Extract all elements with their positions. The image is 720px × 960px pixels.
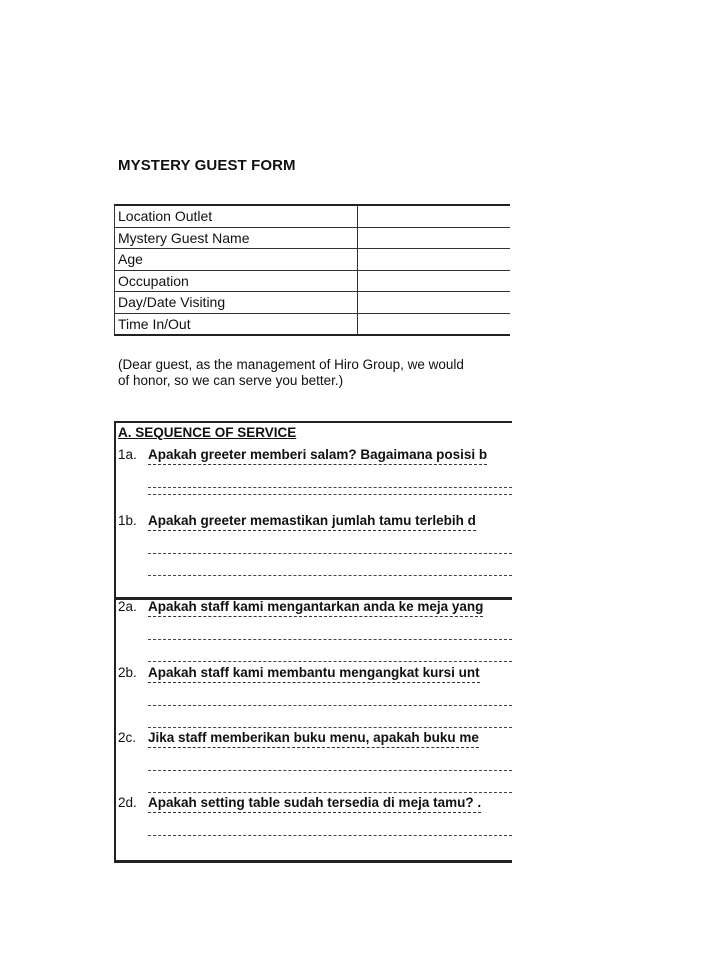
location-outlet-label: Location Outlet [115, 205, 358, 227]
answer-line[interactable] [148, 661, 512, 662]
answer-line[interactable] [148, 770, 512, 771]
question-number: 2c. [118, 730, 137, 745]
section-heading: A. SEQUENCE OF SERVICE [118, 425, 297, 440]
guest-name-field[interactable] [358, 227, 511, 249]
table-row [115, 270, 511, 292]
time-in-out-field[interactable] [358, 313, 511, 335]
question-number: 2a. [118, 599, 137, 614]
answer-line[interactable] [148, 487, 512, 488]
age-label: Age [115, 249, 358, 271]
visit-date-label: Day/Date Visiting [115, 292, 358, 314]
answer-line[interactable] [148, 727, 512, 728]
question-number: 1a. [118, 447, 137, 462]
form-title: MYSTERY GUEST FORM [118, 157, 296, 174]
section-sequence-of-service [114, 421, 512, 863]
table-row [115, 205, 511, 227]
question-number: 2b. [118, 665, 137, 680]
question-text: Apakah staff kami mengantarkan anda ke meja yang [148, 599, 483, 617]
occupation-label: Occupation [115, 270, 358, 292]
occupation-field[interactable] [358, 270, 511, 292]
question-text: Apakah greeter memastikan jumlah tamu terlebih d [148, 513, 476, 531]
answer-line[interactable] [148, 639, 512, 640]
guest-note [118, 357, 510, 389]
question-text: Apakah setting table sudah tersedia di meja tamu? . [148, 795, 481, 813]
table-row [115, 249, 511, 271]
guest-note-line: of honor, so we can serve you better.) [118, 373, 344, 388]
question-text: Jika staff memberikan buku menu, apakah buku me [148, 730, 479, 748]
age-field[interactable] [358, 249, 511, 271]
table-row [115, 313, 511, 335]
question-number: 2d. [118, 795, 137, 810]
answer-line[interactable] [148, 835, 512, 836]
table-row [115, 292, 511, 314]
answer-line[interactable] [148, 553, 512, 554]
question-text: Apakah greeter memberi salam? Bagaimana posisi b [148, 447, 487, 465]
time-in-out-label: Time In/Out [115, 313, 358, 335]
table-row [115, 227, 511, 249]
answer-line[interactable] [148, 792, 512, 793]
location-outlet-field[interactable] [358, 205, 511, 227]
guest-info-table [114, 204, 510, 336]
answer-line[interactable] [148, 494, 512, 495]
visit-date-field[interactable] [358, 292, 511, 314]
answer-line[interactable] [148, 705, 512, 706]
question-number: 1b. [118, 513, 137, 528]
question-text: Apakah staff kami membantu mengangkat kursi unt [148, 665, 480, 683]
guest-name-label: Mystery Guest Name [115, 227, 358, 249]
guest-note-line: (Dear guest, as the management of Hiro Group, we would [118, 357, 464, 372]
answer-line[interactable] [148, 575, 512, 576]
